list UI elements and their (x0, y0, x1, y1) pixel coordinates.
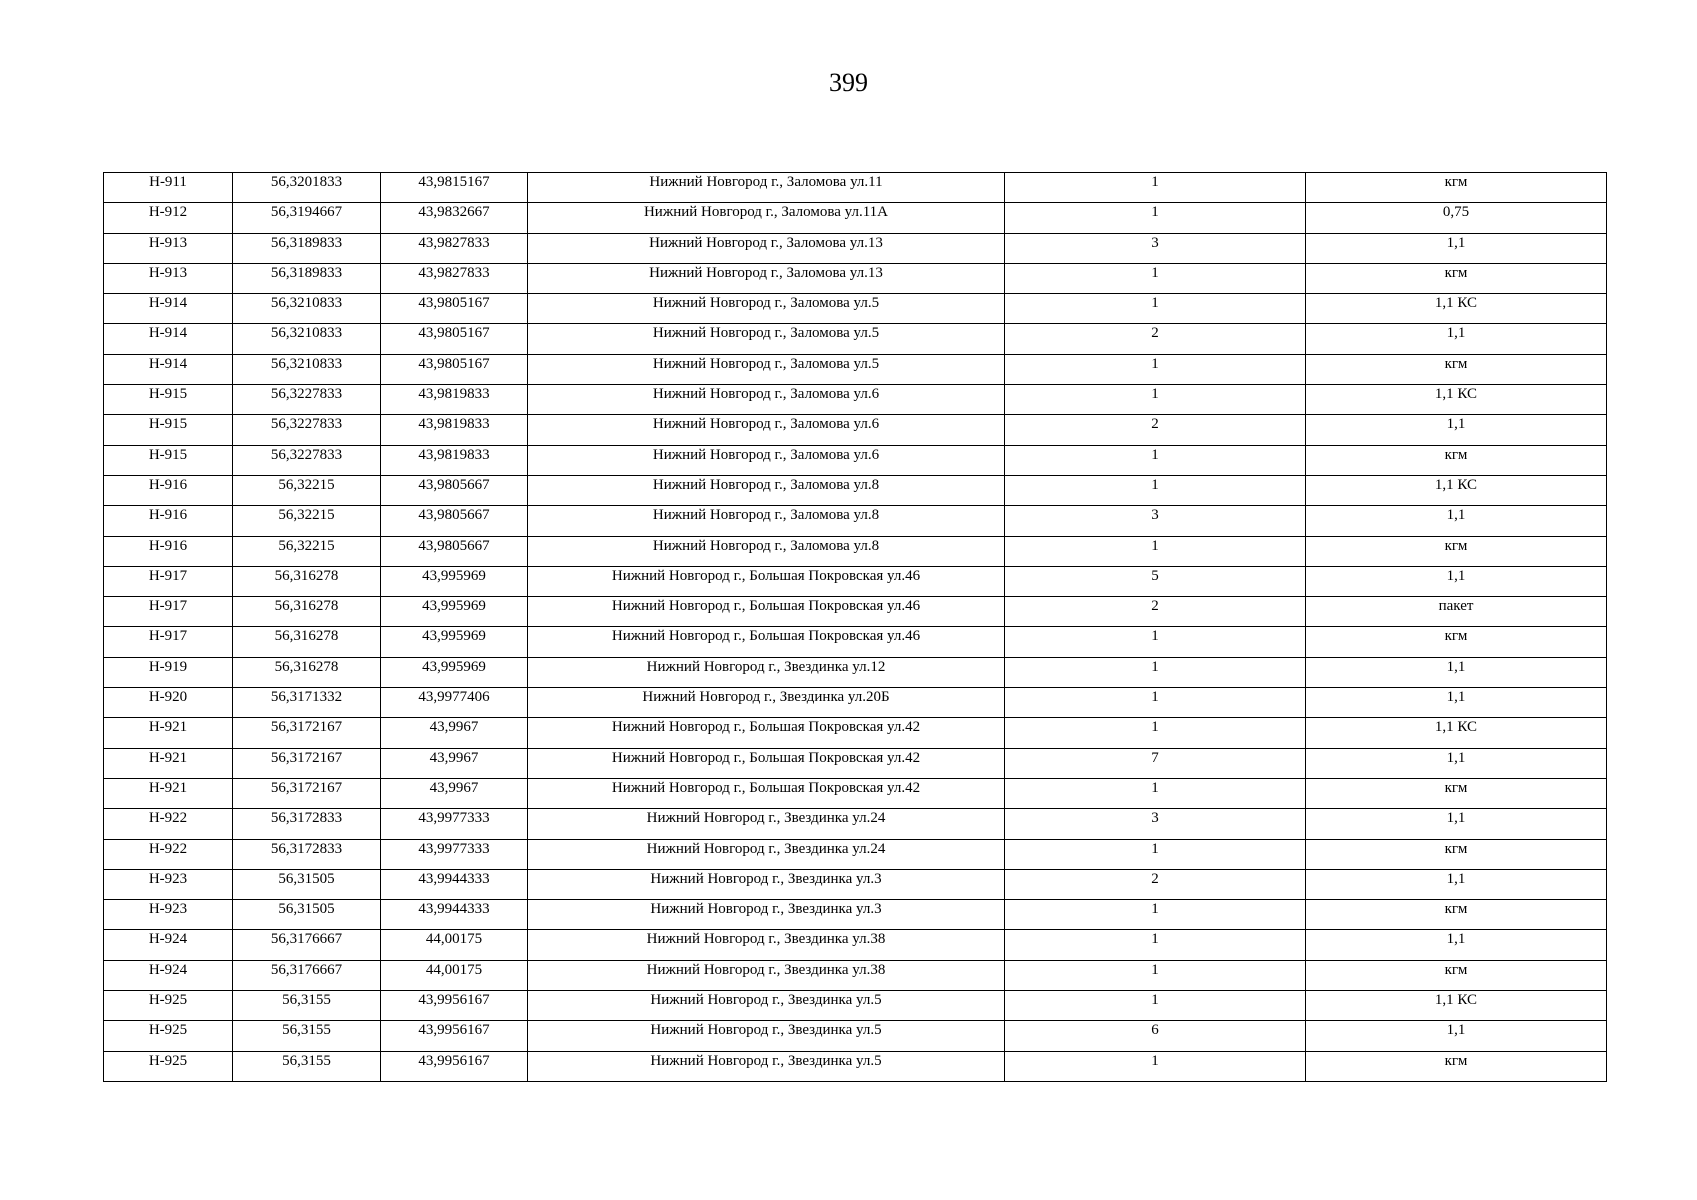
type-cell: 1,1 (1306, 930, 1607, 960)
row-id-cell: Н-922 (104, 809, 233, 839)
type-cell: 1,1 (1306, 688, 1607, 718)
table-row (104, 415, 1607, 445)
row-id-cell: Н-913 (104, 233, 233, 263)
longitude-cell: 43,9956167 (381, 1051, 528, 1081)
longitude-cell: 43,9944333 (381, 900, 528, 930)
row-id-cell: Н-924 (104, 960, 233, 990)
longitude-cell: 43,9805667 (381, 475, 528, 505)
address-cell: Нижний Новгород г., Большая Покровская ул.42 (528, 778, 1005, 808)
type-cell: 1,1 КС (1306, 718, 1607, 748)
count-cell: 1 (1005, 203, 1306, 233)
count-cell: 2 (1005, 324, 1306, 354)
count-cell: 5 (1005, 566, 1306, 596)
longitude-cell: 43,9805667 (381, 506, 528, 536)
row-id-cell: Н-921 (104, 718, 233, 748)
type-cell: кгм (1306, 839, 1607, 869)
count-cell: 1 (1005, 627, 1306, 657)
longitude-cell: 43,9819833 (381, 385, 528, 415)
address-cell: Нижний Новгород г., Большая Покровская ул.42 (528, 748, 1005, 778)
latitude-cell: 56,3227833 (233, 415, 381, 445)
longitude-cell: 43,9805167 (381, 324, 528, 354)
address-cell: Нижний Новгород г., Звездинка ул.5 (528, 1051, 1005, 1081)
table-row (104, 203, 1607, 233)
type-cell: 1,1 (1306, 809, 1607, 839)
table-row (104, 809, 1607, 839)
row-id-cell: Н-923 (104, 869, 233, 899)
longitude-cell: 43,9819833 (381, 445, 528, 475)
latitude-cell: 56,31505 (233, 900, 381, 930)
table-row (104, 354, 1607, 384)
address-cell: Нижний Новгород г., Заломова ул.13 (528, 263, 1005, 293)
count-cell: 2 (1005, 597, 1306, 627)
row-id-cell: Н-925 (104, 1021, 233, 1051)
count-cell: 1 (1005, 900, 1306, 930)
table-row (104, 597, 1607, 627)
count-cell: 6 (1005, 1021, 1306, 1051)
row-id-cell: Н-921 (104, 778, 233, 808)
address-cell: Нижний Новгород г., Большая Покровская ул.46 (528, 627, 1005, 657)
address-cell: Нижний Новгород г., Звездинка ул.24 (528, 839, 1005, 869)
longitude-cell: 43,9827833 (381, 233, 528, 263)
address-cell: Нижний Новгород г., Заломова ул.5 (528, 324, 1005, 354)
count-cell: 7 (1005, 748, 1306, 778)
table-row (104, 1051, 1607, 1081)
row-id-cell: Н-913 (104, 263, 233, 293)
row-id-cell: Н-924 (104, 930, 233, 960)
address-cell: Нижний Новгород г., Заломова ул.13 (528, 233, 1005, 263)
count-cell: 3 (1005, 809, 1306, 839)
address-cell: Нижний Новгород г., Звездинка ул.3 (528, 869, 1005, 899)
latitude-cell: 56,3172833 (233, 809, 381, 839)
row-id-cell: Н-923 (104, 900, 233, 930)
type-cell: 0,75 (1306, 203, 1607, 233)
row-id-cell: Н-911 (104, 173, 233, 203)
longitude-cell: 44,00175 (381, 960, 528, 990)
latitude-cell: 56,3189833 (233, 233, 381, 263)
address-cell: Нижний Новгород г., Заломова ул.5 (528, 294, 1005, 324)
page-number: 399 (829, 68, 868, 97)
row-id-cell: Н-916 (104, 506, 233, 536)
row-id-cell: Н-916 (104, 536, 233, 566)
type-cell: кгм (1306, 354, 1607, 384)
address-cell: Нижний Новгород г., Звездинка ул.5 (528, 1021, 1005, 1051)
latitude-cell: 56,32215 (233, 475, 381, 505)
row-id-cell: Н-912 (104, 203, 233, 233)
type-cell: кгм (1306, 536, 1607, 566)
latitude-cell: 56,316278 (233, 597, 381, 627)
type-cell: 1,1 КС (1306, 475, 1607, 505)
address-cell: Нижний Новгород г., Большая Покровская ул.42 (528, 718, 1005, 748)
longitude-cell: 43,9815167 (381, 173, 528, 203)
count-cell: 1 (1005, 354, 1306, 384)
row-id-cell: Н-917 (104, 566, 233, 596)
type-cell: 1,1 (1306, 748, 1607, 778)
table-row (104, 718, 1607, 748)
table-row (104, 869, 1607, 899)
count-cell: 1 (1005, 173, 1306, 203)
type-cell: 1,1 (1306, 415, 1607, 445)
address-cell: Нижний Новгород г., Заломова ул.6 (528, 445, 1005, 475)
type-cell: 1,1 (1306, 506, 1607, 536)
address-cell: Нижний Новгород г., Звездинка ул.38 (528, 930, 1005, 960)
latitude-cell: 56,3172833 (233, 839, 381, 869)
latitude-cell: 56,3155 (233, 1051, 381, 1081)
address-cell: Нижний Новгород г., Заломова ул.11А (528, 203, 1005, 233)
address-cell: Нижний Новгород г., Звездинка ул.3 (528, 900, 1005, 930)
table-row (104, 475, 1607, 505)
latitude-cell: 56,3227833 (233, 385, 381, 415)
latitude-cell: 56,3155 (233, 1021, 381, 1051)
latitude-cell: 56,316278 (233, 627, 381, 657)
address-cell: Нижний Новгород г., Звездинка ул.24 (528, 809, 1005, 839)
longitude-cell: 43,9967 (381, 778, 528, 808)
row-id-cell: Н-914 (104, 354, 233, 384)
longitude-cell: 43,9827833 (381, 263, 528, 293)
table-row (104, 385, 1607, 415)
latitude-cell: 56,3210833 (233, 324, 381, 354)
count-cell: 1 (1005, 1051, 1306, 1081)
count-cell: 1 (1005, 930, 1306, 960)
data-table (103, 172, 1607, 1082)
count-cell: 3 (1005, 506, 1306, 536)
row-id-cell: Н-914 (104, 294, 233, 324)
type-cell: 1,1 (1306, 324, 1607, 354)
longitude-cell: 43,9819833 (381, 415, 528, 445)
type-cell: кгм (1306, 263, 1607, 293)
latitude-cell: 56,3172167 (233, 748, 381, 778)
latitude-cell: 56,3172167 (233, 718, 381, 748)
type-cell: кгм (1306, 778, 1607, 808)
row-id-cell: Н-915 (104, 445, 233, 475)
latitude-cell: 56,3194667 (233, 203, 381, 233)
longitude-cell: 43,995969 (381, 657, 528, 687)
count-cell: 1 (1005, 991, 1306, 1021)
longitude-cell: 43,9944333 (381, 869, 528, 899)
type-cell: 1,1 (1306, 233, 1607, 263)
address-cell: Нижний Новгород г., Большая Покровская ул.46 (528, 566, 1005, 596)
type-cell: 1,1 КС (1306, 294, 1607, 324)
row-id-cell: Н-914 (104, 324, 233, 354)
count-cell: 1 (1005, 839, 1306, 869)
longitude-cell: 43,995969 (381, 627, 528, 657)
latitude-cell: 56,3176667 (233, 960, 381, 990)
address-cell: Нижний Новгород г., Заломова ул.6 (528, 385, 1005, 415)
count-cell: 2 (1005, 869, 1306, 899)
address-cell: Нижний Новгород г., Заломова ул.11 (528, 173, 1005, 203)
table-row (104, 688, 1607, 718)
longitude-cell: 43,9805167 (381, 294, 528, 324)
table-row (104, 991, 1607, 1021)
table-row (104, 900, 1607, 930)
table-row (104, 324, 1607, 354)
table-row (104, 536, 1607, 566)
longitude-cell: 43,9967 (381, 748, 528, 778)
count-cell: 1 (1005, 536, 1306, 566)
address-cell: Нижний Новгород г., Звездинка ул.12 (528, 657, 1005, 687)
latitude-cell: 56,3189833 (233, 263, 381, 293)
type-cell: кгм (1306, 1051, 1607, 1081)
row-id-cell: Н-917 (104, 627, 233, 657)
address-cell: Нижний Новгород г., Звездинка ул.5 (528, 991, 1005, 1021)
table-row (104, 657, 1607, 687)
longitude-cell: 43,9956167 (381, 991, 528, 1021)
row-id-cell: Н-922 (104, 839, 233, 869)
latitude-cell: 56,32215 (233, 506, 381, 536)
count-cell: 1 (1005, 445, 1306, 475)
latitude-cell: 56,3210833 (233, 354, 381, 384)
row-id-cell: Н-917 (104, 597, 233, 627)
table-row (104, 263, 1607, 293)
type-cell: 1,1 (1306, 657, 1607, 687)
row-id-cell: Н-915 (104, 415, 233, 445)
address-cell: Нижний Новгород г., Заломова ул.5 (528, 354, 1005, 384)
longitude-cell: 43,9805167 (381, 354, 528, 384)
address-cell: Нижний Новгород г., Заломова ул.6 (528, 415, 1005, 445)
type-cell: кгм (1306, 960, 1607, 990)
type-cell: кгм (1306, 900, 1607, 930)
count-cell: 1 (1005, 294, 1306, 324)
table-row (104, 173, 1607, 203)
longitude-cell: 44,00175 (381, 930, 528, 960)
count-cell: 3 (1005, 233, 1306, 263)
count-cell: 1 (1005, 657, 1306, 687)
type-cell: 1,1 (1306, 869, 1607, 899)
address-cell: Нижний Новгород г., Большая Покровская ул.46 (528, 597, 1005, 627)
longitude-cell: 43,9805667 (381, 536, 528, 566)
count-cell: 1 (1005, 778, 1306, 808)
longitude-cell: 43,9977333 (381, 839, 528, 869)
latitude-cell: 56,3172167 (233, 778, 381, 808)
address-cell: Нижний Новгород г., Звездинка ул.38 (528, 960, 1005, 990)
table-row (104, 960, 1607, 990)
longitude-cell: 43,9977333 (381, 809, 528, 839)
count-cell: 1 (1005, 688, 1306, 718)
address-cell: Нижний Новгород г., Заломова ул.8 (528, 506, 1005, 536)
count-cell: 1 (1005, 960, 1306, 990)
address-cell: Нижний Новгород г., Звездинка ул.20Б (528, 688, 1005, 718)
table-row (104, 748, 1607, 778)
latitude-cell: 56,3155 (233, 991, 381, 1021)
longitude-cell: 43,9967 (381, 718, 528, 748)
table-row (104, 233, 1607, 263)
table-row (104, 930, 1607, 960)
row-id-cell: Н-915 (104, 385, 233, 415)
row-id-cell: Н-925 (104, 1051, 233, 1081)
table-body (104, 173, 1607, 1082)
table-row (104, 1021, 1607, 1051)
longitude-cell: 43,9977406 (381, 688, 528, 718)
row-id-cell: Н-919 (104, 657, 233, 687)
type-cell: кгм (1306, 173, 1607, 203)
type-cell: кгм (1306, 627, 1607, 657)
longitude-cell: 43,995969 (381, 597, 528, 627)
count-cell: 1 (1005, 263, 1306, 293)
longitude-cell: 43,9956167 (381, 1021, 528, 1051)
row-id-cell: Н-916 (104, 475, 233, 505)
type-cell: 1,1 КС (1306, 991, 1607, 1021)
table-row (104, 294, 1607, 324)
row-id-cell: Н-921 (104, 748, 233, 778)
longitude-cell: 43,9832667 (381, 203, 528, 233)
latitude-cell: 56,316278 (233, 657, 381, 687)
type-cell: 1,1 КС (1306, 385, 1607, 415)
table-row (104, 839, 1607, 869)
type-cell: 1,1 (1306, 566, 1607, 596)
table-row (104, 506, 1607, 536)
row-id-cell: Н-920 (104, 688, 233, 718)
count-cell: 2 (1005, 415, 1306, 445)
type-cell: пакет (1306, 597, 1607, 627)
address-cell: Нижний Новгород г., Заломова ул.8 (528, 536, 1005, 566)
table-row (104, 445, 1607, 475)
latitude-cell: 56,32215 (233, 536, 381, 566)
table-row (104, 566, 1607, 596)
latitude-cell: 56,3171332 (233, 688, 381, 718)
latitude-cell: 56,3210833 (233, 294, 381, 324)
count-cell: 1 (1005, 385, 1306, 415)
type-cell: 1,1 (1306, 1021, 1607, 1051)
longitude-cell: 43,995969 (381, 566, 528, 596)
latitude-cell: 56,316278 (233, 566, 381, 596)
count-cell: 1 (1005, 718, 1306, 748)
count-cell: 1 (1005, 475, 1306, 505)
type-cell: кгм (1306, 445, 1607, 475)
latitude-cell: 56,3201833 (233, 173, 381, 203)
address-cell: Нижний Новгород г., Заломова ул.8 (528, 475, 1005, 505)
latitude-cell: 56,31505 (233, 869, 381, 899)
table-row (104, 778, 1607, 808)
row-id-cell: Н-925 (104, 991, 233, 1021)
table-row (104, 627, 1607, 657)
latitude-cell: 56,3227833 (233, 445, 381, 475)
latitude-cell: 56,3176667 (233, 930, 381, 960)
